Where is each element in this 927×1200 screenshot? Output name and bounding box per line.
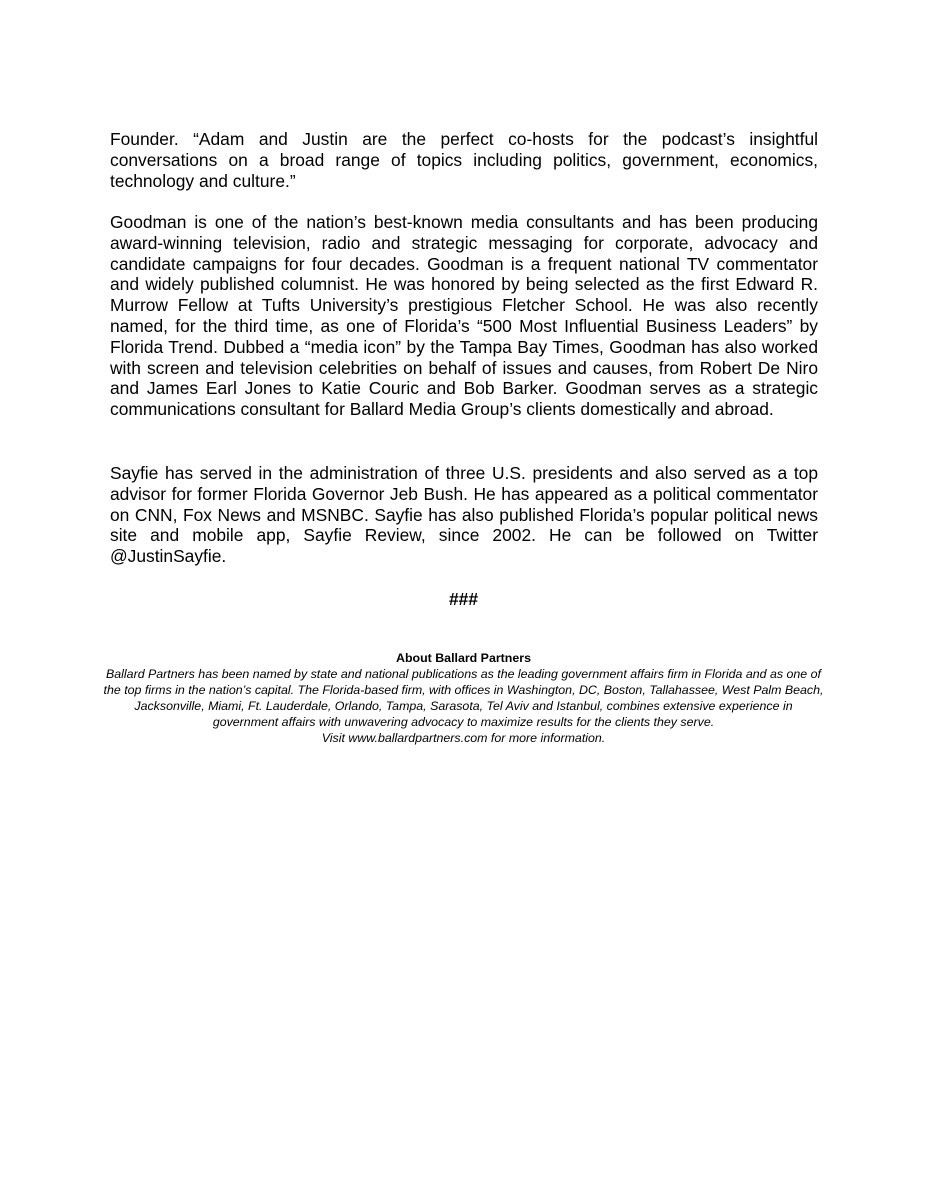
about-heading: About Ballard Partners [396,651,531,665]
about-section [100,650,827,746]
about-body: Ballard Partners has been named by state and national publications as the leading government affairs firm in Florida and as one of the top firms in the nation’s capital. The Florida-based firm, with offices in Washington, DC, Boston, Tallahassee, West Palm Beach, Jacksonville, Miami, Ft. Lauderdale, Orlando, Tampa, Sarasota, Tel Aviv and Istanbul, combines extensive experience in government affairs with unwavering advocacy to maximize results for the clients they serve. [103,667,824,729]
paragraph-goodman-bio: Goodman is one of the nation’s best-known media consultants and has been producing award-winning television, radio and strategic messaging for corporate, advocacy and candidate campaigns for four decades. Goodman is a frequent national TV commentator and widely published columnist. He was honored by being selected as the first Edward R. Murrow Fellow at Tufts University’s prestigious Fletcher School. He was also recently named, for the third time, as one of Florida’s “500 Most Influential Business Leaders” by Florida Trend. Dubbed a “media icon” by the Tampa Bay Times, Goodman has also worked with screen and television celebrities on behalf of issues and causes, from Robert De Niro and James Earl Jones to Katie Couric and Bob Barker. Goodman serves as a strategic communications consultant for Ballard Media Group’s clients domestically and abroad. [110,212,818,420]
paragraph-sayfie-bio: Sayfie has served in the administration of three U.S. presidents and also served as a top advisor for former Florida Governor Jeb Bush. He has appeared as a political commentator on CNN, Fox News and MSNBC. Sayfie has also published Florida’s popular political news site and mobile app, Sayfie Review, since 2002. He can be followed on Twitter @JustinSayfie. [110,463,818,567]
end-of-release-separator: ### [448,589,478,609]
paragraph-founder-quote: Founder. “Adam and Justin are the perfect co-hosts for the podcast’s insightful conversations on a broad range of topics including politics, government, economics, technology and culture.” [110,129,818,191]
about-visit-line: Visit www.ballardpartners.com for more information. [321,731,606,745]
